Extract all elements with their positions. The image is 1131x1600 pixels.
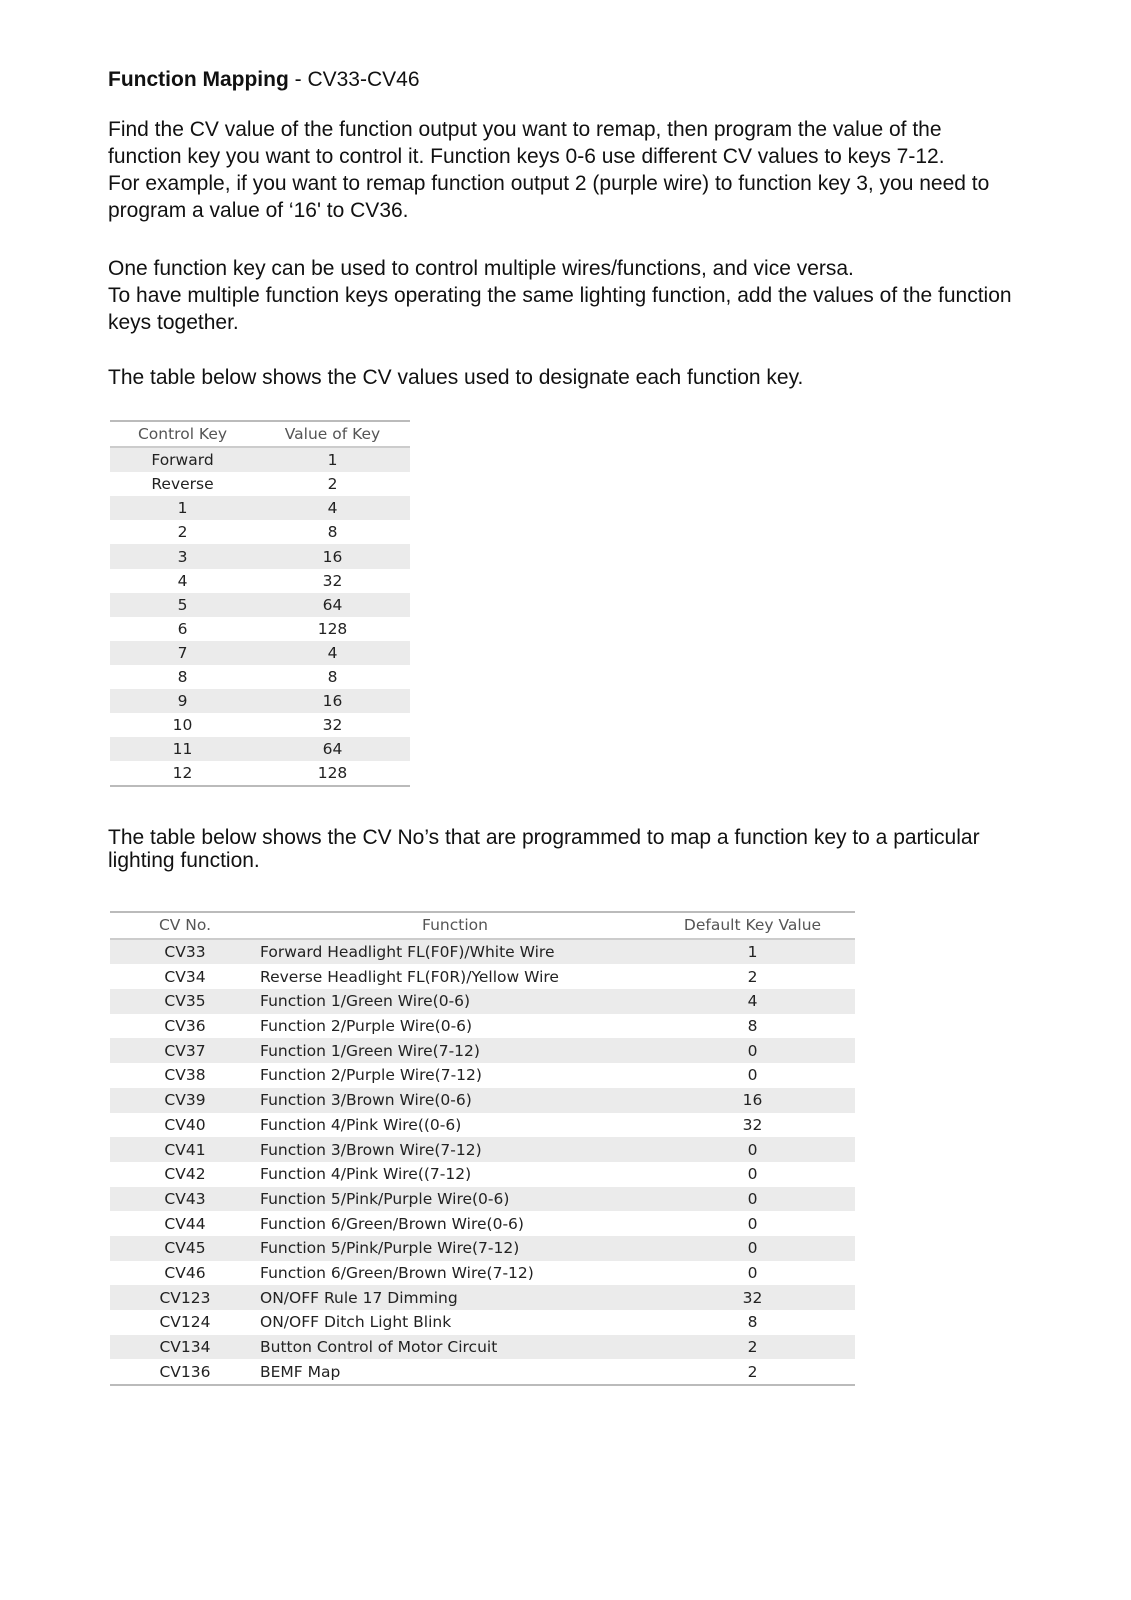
table-row xyxy=(110,472,410,496)
function-cell: Function 1/Green Wire(0-6) xyxy=(260,989,650,1014)
cv-number-cell: CV124 xyxy=(159,1313,211,1332)
default-value-cell: 2 xyxy=(747,1362,758,1381)
cv-table-header-cv: CV No. xyxy=(158,916,212,935)
control-key-cell: 12 xyxy=(172,764,193,783)
cv-number-cell: CV35 xyxy=(110,989,260,1014)
control-key-cell: 8 xyxy=(177,667,188,686)
p1-line-4: program a value of ‘16' to CV36. xyxy=(108,199,409,222)
default-value-cell: 16 xyxy=(650,1088,855,1113)
key-value-cell: 32 xyxy=(322,716,343,735)
table-row xyxy=(110,1359,855,1385)
p2-line-2: To have multiple function keys operating the same lighting function, add the values of the function xyxy=(108,284,1012,307)
default-value-cell: 0 xyxy=(650,1038,855,1063)
key-table-intro: The table below shows the CV values used to designate each function key. xyxy=(108,366,804,389)
cv-number-cell: CV134 xyxy=(110,1335,260,1360)
table-row xyxy=(110,665,410,689)
cv-number-cell: CV40 xyxy=(164,1115,206,1134)
cv-table-header-function: Function xyxy=(422,916,488,935)
cv-table-header-row xyxy=(110,912,855,939)
intro-paragraph xyxy=(108,116,1048,224)
control-key-cell: 1 xyxy=(110,496,255,520)
cv-table-header-default: Default Key Value xyxy=(683,916,822,935)
key-value-cell: 128 xyxy=(317,619,348,638)
table-row xyxy=(110,1038,855,1063)
cv-number-cell: CV37 xyxy=(110,1038,260,1063)
function-cell: BEMF Map xyxy=(260,1362,341,1381)
control-key-cell: 11 xyxy=(110,737,255,761)
cv-table-intro xyxy=(108,826,1048,872)
p4-line-2: lighting function. xyxy=(108,849,260,872)
default-value-cell: 32 xyxy=(650,1285,855,1310)
key-value-cell: 4 xyxy=(255,641,410,665)
control-key-cell: Forward xyxy=(110,447,255,472)
table-row xyxy=(110,1113,855,1138)
page-title xyxy=(108,66,1048,93)
default-value-cell: 0 xyxy=(747,1066,758,1085)
control-key-cell: 2 xyxy=(177,523,188,542)
key-value-cell: 64 xyxy=(255,737,410,761)
table-row xyxy=(110,1137,855,1162)
function-cell: Reverse Headlight FL(F0R)/Yellow Wire xyxy=(260,967,559,986)
cv-number-cell: CV43 xyxy=(110,1187,260,1212)
control-key-cell: 10 xyxy=(172,716,193,735)
default-value-cell: 0 xyxy=(650,1187,855,1212)
cv-number-cell: CV123 xyxy=(110,1285,260,1310)
table-row xyxy=(110,939,855,965)
title-rest: - CV33-CV46 xyxy=(288,68,420,91)
table-row xyxy=(110,1088,855,1113)
cv-number-cell: CV41 xyxy=(110,1137,260,1162)
table-row xyxy=(110,1261,855,1286)
key-value-cell: 32 xyxy=(322,571,343,590)
key-value-cell: 1 xyxy=(255,447,410,472)
table-row xyxy=(110,569,410,593)
function-cell: Function 1/Green Wire(7-12) xyxy=(260,1038,650,1063)
key-value-cell: 16 xyxy=(255,689,410,713)
cv-number-cell: CV36 xyxy=(164,1017,206,1036)
function-cell: Function 5/Pink/Purple Wire(7-12) xyxy=(260,1236,650,1261)
table-row xyxy=(110,713,410,737)
function-cell: Function 2/Purple Wire(7-12) xyxy=(260,1066,482,1085)
table-row xyxy=(110,737,410,761)
function-cell: Button Control of Motor Circuit xyxy=(260,1335,650,1360)
table-row xyxy=(110,964,855,989)
function-cell: Function 6/Green/Brown Wire(0-6) xyxy=(260,1214,524,1233)
default-value-cell: 0 xyxy=(650,1137,855,1162)
function-cell: Function 2/Purple Wire(0-6) xyxy=(260,1017,473,1036)
key-value-cell: 8 xyxy=(327,667,338,686)
key-value-cell: 2 xyxy=(327,475,338,494)
table-row xyxy=(110,689,410,713)
cv-number-cell: CV34 xyxy=(164,967,206,986)
table-row xyxy=(110,989,855,1014)
function-cell: Function 6/Green/Brown Wire(7-12) xyxy=(260,1263,534,1282)
default-value-cell: 32 xyxy=(742,1115,763,1134)
cv-number-cell: CV45 xyxy=(110,1236,260,1261)
cv-number-cell: CV38 xyxy=(164,1066,206,1085)
default-value-cell: 0 xyxy=(650,1236,855,1261)
table-row xyxy=(110,641,410,665)
table-row xyxy=(110,761,410,786)
p1-line-2: function key you want to control it. Function keys 0-6 use different CV values to keys 7-12. xyxy=(108,145,945,168)
control-key-cell: Reverse xyxy=(151,475,214,494)
table-row xyxy=(110,447,410,472)
function-cell: Function 3/Brown Wire(0-6) xyxy=(260,1088,650,1113)
key-table-header-value: Value of Key xyxy=(284,425,381,444)
cv-number-cell: CV33 xyxy=(110,939,260,965)
default-value-cell: 0 xyxy=(747,1165,758,1184)
p1-line-3: For example, if you want to remap function output 2 (purple wire) to function key 3, you need to xyxy=(108,172,990,195)
key-value-cell: 16 xyxy=(255,544,410,568)
key-value-cell: 8 xyxy=(327,523,338,542)
table-row xyxy=(110,1285,855,1310)
control-key-cell: 4 xyxy=(177,571,188,590)
control-key-cell: 6 xyxy=(177,619,188,638)
p4-line-1: The table below shows the CV No’s that are programmed to map a function key to a particular xyxy=(108,826,980,849)
cv-number-cell: CV42 xyxy=(164,1165,206,1184)
table-row xyxy=(110,1236,855,1261)
key-table-header-control: Control Key xyxy=(137,425,228,444)
table-row xyxy=(110,1187,855,1212)
function-cell: Forward Headlight FL(F0F)/White Wire xyxy=(260,939,650,965)
cv-number-cell: CV44 xyxy=(164,1214,206,1233)
table-row xyxy=(110,1335,855,1360)
key-value-table xyxy=(110,420,410,787)
default-value-cell: 8 xyxy=(747,1313,758,1332)
p1-line-1: Find the CV value of the function output you want to remap, then program the value of the xyxy=(108,118,942,141)
table-row xyxy=(110,1014,855,1039)
default-value-cell: 8 xyxy=(747,1017,758,1036)
key-value-cell: 4 xyxy=(255,496,410,520)
multi-key-paragraph xyxy=(108,255,1048,336)
function-cell: ON/OFF Rule 17 Dimming xyxy=(260,1285,650,1310)
cv-number-cell: CV136 xyxy=(159,1362,211,1381)
control-key-cell: 5 xyxy=(110,593,255,617)
table-row xyxy=(110,1162,855,1187)
p2-line-1: One function key can be used to control multiple wires/functions, and vice versa. xyxy=(108,257,854,280)
table-row xyxy=(110,1211,855,1236)
cv-number-cell: CV46 xyxy=(164,1263,206,1282)
table-row xyxy=(110,544,410,568)
table-row xyxy=(110,1063,855,1088)
table-row xyxy=(110,1310,855,1335)
default-value-cell: 4 xyxy=(650,989,855,1014)
p2-line-3: keys together. xyxy=(108,311,239,334)
cv-number-cell: CV39 xyxy=(110,1088,260,1113)
default-value-cell: 0 xyxy=(747,1214,758,1233)
function-cell: ON/OFF Ditch Light Blink xyxy=(260,1313,452,1332)
table-row xyxy=(110,593,410,617)
table-row xyxy=(110,520,410,544)
default-value-cell: 2 xyxy=(650,1335,855,1360)
function-cell: Function 3/Brown Wire(7-12) xyxy=(260,1137,650,1162)
table-row xyxy=(110,496,410,520)
control-key-cell: 9 xyxy=(110,689,255,713)
title-bold: Function Mapping xyxy=(108,68,289,91)
function-cell: Function 4/Pink Wire((7-12) xyxy=(260,1165,472,1184)
key-table-header-row xyxy=(110,421,410,447)
function-cell: Function 4/Pink Wire((0-6) xyxy=(260,1115,462,1134)
key-value-cell: 128 xyxy=(317,764,348,783)
cv-mapping-table xyxy=(110,911,855,1386)
default-value-cell: 1 xyxy=(650,939,855,965)
default-value-cell: 2 xyxy=(747,967,758,986)
default-value-cell: 0 xyxy=(747,1263,758,1282)
function-cell: Function 5/Pink/Purple Wire(0-6) xyxy=(260,1187,650,1212)
key-value-cell: 64 xyxy=(255,593,410,617)
table-row xyxy=(110,617,410,641)
control-key-cell: 3 xyxy=(110,544,255,568)
control-key-cell: 7 xyxy=(110,641,255,665)
